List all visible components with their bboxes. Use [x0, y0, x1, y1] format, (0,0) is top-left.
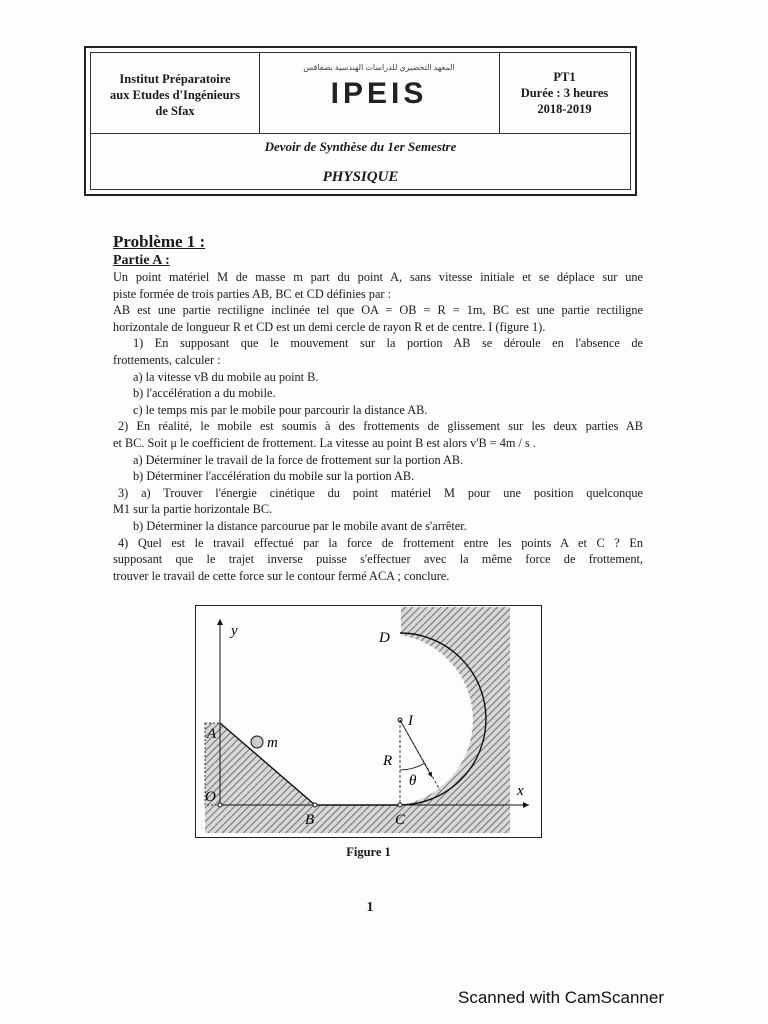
ipeis-logo: IPEIS — [330, 77, 428, 110]
q3-b: b) Déterminer la distance parcourue par le mobile avant de s'arrêter. — [133, 518, 467, 533]
point-B — [313, 803, 317, 807]
q1-a: a) la vitesse vB du mobile au point B. — [133, 369, 319, 384]
label-B: B — [305, 812, 315, 828]
figure-caption: Figure 1 — [346, 845, 391, 859]
duration-label: Durée : 3 heures — [520, 86, 609, 100]
intro-line-2: piste formée de trois parties AB, BC et CD définies par : — [113, 286, 391, 301]
header-top-row — [91, 53, 630, 134]
q4-line-3: trouver le travail de cette force sur le contour fermé ACA ; conclure. — [113, 568, 450, 583]
header-box — [84, 46, 637, 196]
header-inner-frame — [90, 52, 631, 190]
part-title: Partie A : — [113, 253, 170, 268]
intro-line-1: Un point matériel M de masse m part du point A, sans vitesse initiale et se déplace sur une — [113, 270, 643, 284]
point-O — [218, 803, 222, 807]
label-A: A — [207, 726, 217, 742]
institute-line-3: de Sfax — [155, 104, 195, 118]
label-O: O — [205, 789, 216, 805]
figure-1-diagram — [195, 605, 542, 838]
q4-line-1: 4) Quel est le travail effectué par la force de frottement entre les points A et C ? En — [118, 535, 643, 550]
label-I: I — [408, 713, 413, 729]
intro-line-3: AB est une partie rectiligne inclinée tel que OA = OB = R = 1m, BC est une partie rectiligne — [113, 303, 643, 318]
page-number: 1 — [366, 900, 374, 915]
hatched-ground — [205, 607, 510, 833]
subject-title: PHYSIQUE — [322, 169, 399, 185]
q2-text-2: et BC. Soit μ le coefficient de frottement. La vitesse au point B est alors v'B = 4m / s . — [113, 435, 536, 450]
q2-text-1: 2) En réalité, le mobile est soumis à des frottements de glissement sur les deux parties AB — [118, 419, 643, 434]
mass-m — [251, 736, 263, 748]
header-bottom-row — [91, 133, 630, 189]
label-x: x — [517, 783, 524, 799]
logo-arabic-text: المعهد التحضيري للدراسات الهندسية بصفاقس — [303, 63, 455, 72]
logo-cell — [259, 53, 500, 133]
label-D: D — [379, 630, 390, 646]
problem-text — [113, 232, 643, 584]
q2-b: b) Déterminer l'accélération du mobile sur la portion AB. — [133, 469, 415, 484]
exam-info-cell — [499, 53, 630, 133]
radius-arrow — [400, 720, 432, 777]
intro-line-4: horizontale de longueur R et CD est un demi cercle de rayon R et de centre. I (figure 1). — [113, 319, 546, 334]
label-m: m — [267, 735, 278, 751]
institute-line-2: aux Etudes d'Ingénieurs — [110, 88, 240, 102]
q1-text-1: 1) En supposant que le mouvement sur la portion AB se déroule en l'absence de — [133, 336, 643, 351]
label-C: C — [395, 812, 406, 828]
label-R: R — [383, 753, 393, 769]
label-y: y — [231, 623, 238, 639]
q1-b: b) l'accélération a du mobile. — [133, 386, 276, 401]
problem-title: Problème 1 : — [113, 232, 206, 251]
exam-title: Devoir de Synthèse du 1er Semestre — [264, 139, 457, 154]
class-label: PT1 — [553, 70, 576, 84]
q2-a: a) Déterminer le travail de la force de frottement sur la portion AB. — [133, 452, 464, 467]
q3-a-2: M1 sur la partie horizontale BC. — [113, 502, 273, 517]
q3-a-1: 3) a) Trouver l'énergie cinétique du point matériel M pour une position quelconque — [118, 485, 643, 500]
point-C — [398, 803, 402, 807]
institute-cell — [91, 53, 260, 133]
year-label: 2018-2019 — [537, 102, 592, 116]
institute-line-1: Institut Préparatoire — [119, 72, 231, 86]
theta-arc — [400, 763, 425, 770]
scanner-watermark: Scanned with CamScanner — [458, 988, 665, 1007]
label-theta: θ — [409, 773, 417, 789]
q4-line-2: supposant que le trajet inverse puisse s'effectuer avec la même force de frottement, — [113, 552, 643, 567]
q1-text-2: frottements, calculer : — [113, 352, 221, 367]
q1-c: c) le temps mis par le mobile pour parcourir la distance AB. — [133, 402, 428, 417]
